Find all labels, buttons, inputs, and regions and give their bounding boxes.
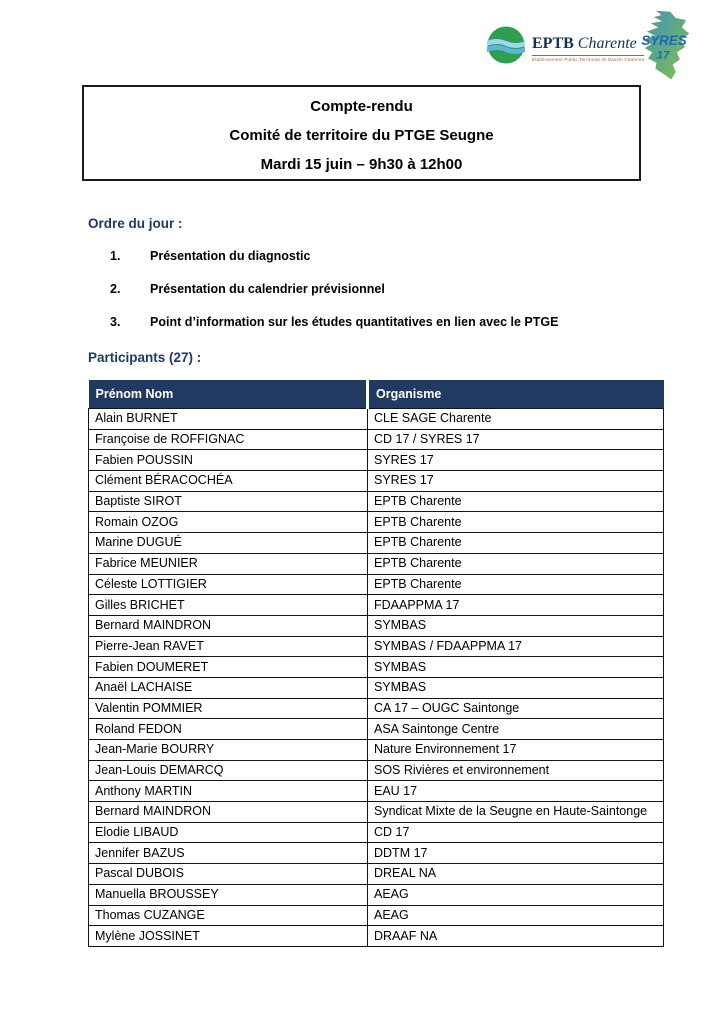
table-row	[89, 512, 664, 533]
table-row	[89, 471, 664, 492]
participant-name-cell: Françoise de ROFFIGNAC	[89, 429, 368, 450]
participant-organisme-cell: CLE SAGE Charente	[368, 409, 664, 430]
table-row	[89, 864, 664, 885]
table-row	[89, 760, 664, 781]
agenda-item-number: 2.	[110, 282, 121, 296]
participant-name-cell: Manuella BROUSSEY	[89, 884, 368, 905]
participant-name-cell: Jean-Louis DEMARCQ	[89, 760, 368, 781]
table-row	[89, 615, 664, 636]
participant-name-cell: Pascal DUBOIS	[89, 864, 368, 885]
table-row	[89, 781, 664, 802]
syres-17-logo	[626, 10, 702, 87]
participant-organisme-cell: SYRES 17	[368, 450, 664, 471]
participant-organisme-cell: CD 17	[368, 822, 664, 843]
participant-organisme-cell: SYMBAS	[368, 657, 664, 678]
table-row	[89, 657, 664, 678]
agenda-list	[110, 249, 630, 348]
participant-name-cell: Anthony MARTIN	[89, 781, 368, 802]
table-header-row	[89, 380, 664, 409]
table-row	[89, 533, 664, 554]
participant-name-cell: Roland FEDON	[89, 719, 368, 740]
participant-name-cell: Romain OZOG	[89, 512, 368, 533]
agenda-item-number: 3.	[110, 315, 121, 329]
participant-organisme-cell: EPTB Charente	[368, 553, 664, 574]
participant-organisme-cell: EPTB Charente	[368, 533, 664, 554]
participant-organisme-cell: SYMBAS	[368, 615, 664, 636]
participant-organisme-cell: Syndicat Mixte de la Seugne en Haute-Saintonge	[368, 802, 664, 823]
agenda-item-3	[110, 315, 630, 329]
participant-organisme-cell: SOS Rivières et environnement	[368, 760, 664, 781]
participant-organisme-cell: EPTB Charente	[368, 512, 664, 533]
participant-name-cell: Marine DUGUÉ	[89, 533, 368, 554]
table-row	[89, 429, 664, 450]
table-row	[89, 719, 664, 740]
participant-name-cell: Baptiste SIROT	[89, 491, 368, 512]
participant-organisme-cell: Nature Environnement 17	[368, 740, 664, 761]
syres-map-icon	[626, 10, 702, 82]
document-title: Compte-rendu	[310, 98, 413, 115]
participant-organisme-cell: ASA Saintonge Centre	[368, 719, 664, 740]
participant-name-cell: Clément BÉRACOCHÉA	[89, 471, 368, 492]
participant-name-cell: Valentin POMMIER	[89, 698, 368, 719]
document-date: Mardi 15 juin – 9h30 à 12h00	[260, 156, 463, 173]
participant-organisme-cell: EAU 17	[368, 781, 664, 802]
participant-name-cell: Bernard MAINDRON	[89, 802, 368, 823]
participant-name-cell: Bernard MAINDRON	[89, 615, 368, 636]
table-row	[89, 740, 664, 761]
participant-name-cell: Gilles BRICHET	[89, 595, 368, 616]
eptb-charente-logo	[487, 26, 644, 69]
participant-organisme-cell: SYMBAS / FDAAPPMA 17	[368, 636, 664, 657]
agenda-item-text: Présentation du calendrier prévisionnel	[150, 282, 385, 296]
agenda-item-2	[110, 282, 630, 296]
table-row	[89, 884, 664, 905]
table-row	[89, 698, 664, 719]
agenda-item-text: Point d’information sur les études quantitatives en lien avec le PTGE	[150, 315, 559, 329]
participant-organisme-cell: SYMBAS	[368, 677, 664, 698]
table-row	[89, 409, 664, 430]
table-row	[89, 905, 664, 926]
participant-name-cell: Jennifer BAZUS	[89, 843, 368, 864]
agenda-item-1	[110, 249, 630, 263]
table-row	[89, 926, 664, 947]
svg-text:17: 17	[656, 49, 670, 62]
table-row	[89, 843, 664, 864]
table-row	[89, 553, 664, 574]
participant-organisme-cell: DDTM 17	[368, 843, 664, 864]
table-row	[89, 491, 664, 512]
participant-name-cell: Mylène JOSSINET	[89, 926, 368, 947]
participant-organisme-cell: CD 17 / SYRES 17	[368, 429, 664, 450]
participant-organisme-cell: EPTB Charente	[368, 574, 664, 595]
table-row	[89, 636, 664, 657]
participant-organisme-cell: FDAAPPMA 17	[368, 595, 664, 616]
title-box	[82, 85, 641, 181]
participant-organisme-cell: CA 17 – OUGC Saintonge	[368, 698, 664, 719]
agenda-heading: Ordre du jour :	[88, 216, 183, 231]
table-row	[89, 802, 664, 823]
document-subtitle: Comité de territoire du PTGE Seugne	[229, 127, 494, 144]
eptb-logo-tagline: Établissement Public Territorial de Bassin Charente	[532, 56, 645, 62]
participant-name-cell: Alain BURNET	[89, 409, 368, 430]
participant-name-cell: Fabrice MEUNIER	[89, 553, 368, 574]
participant-name-cell: Fabien DOUMERET	[89, 657, 368, 678]
table-row	[89, 450, 664, 471]
agenda-item-text: Présentation du diagnostic	[150, 249, 311, 263]
table-row	[89, 822, 664, 843]
participant-name-cell: Elodie LIBAUD	[89, 822, 368, 843]
participant-organisme-cell: EPTB Charente	[368, 491, 664, 512]
participants-table-body	[89, 409, 664, 947]
participants-heading: Participants (27) :	[88, 350, 202, 365]
svg-text:SYRES: SYRES	[641, 32, 687, 48]
participant-name-cell: Thomas CUZANGE	[89, 905, 368, 926]
table-row	[89, 574, 664, 595]
participants-table	[88, 380, 664, 947]
table-row	[89, 595, 664, 616]
eptb-logo-name: EPTB Charente	[532, 35, 637, 52]
participant-name-cell: Jean-Marie BOURRY	[89, 740, 368, 761]
participant-organisme-cell: AEAG	[368, 884, 664, 905]
participant-name-cell: Fabien POUSSIN	[89, 450, 368, 471]
participant-name-cell: Céleste LOTTIGIER	[89, 574, 368, 595]
table-row	[89, 677, 664, 698]
participant-organisme-cell: SYRES 17	[368, 471, 664, 492]
column-header-prenom-nom: Prénom Nom	[89, 380, 368, 409]
participant-name-cell: Pierre-Jean RAVET	[89, 636, 368, 657]
participant-organisme-cell: DRAAF NA	[368, 926, 664, 947]
eptb-logo-icon	[487, 26, 525, 69]
column-header-organisme: Organisme	[368, 380, 664, 409]
participant-organisme-cell: DREAL NA	[368, 864, 664, 885]
agenda-item-number: 1.	[110, 249, 121, 263]
participant-organisme-cell: AEAG	[368, 905, 664, 926]
participant-name-cell: Anaël LACHAISE	[89, 677, 368, 698]
